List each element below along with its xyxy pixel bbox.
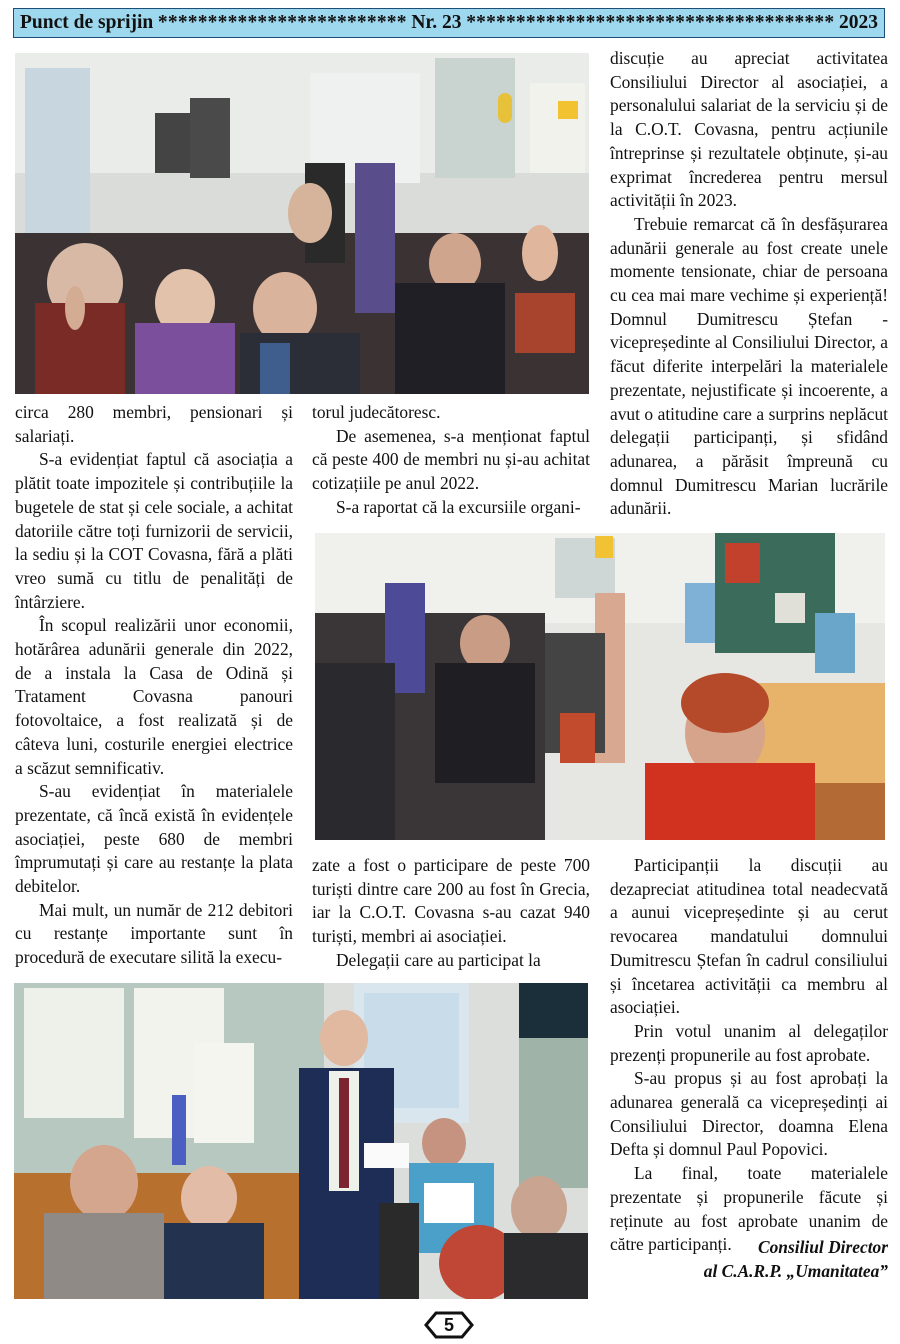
col3-paragraph-2: Trebuie remarcat că în desfășurarea adunării generale au fost create unele momente tensionate, chiar de persoana cu cea mai mare vechime și experiență! Domnul Dumitrescu Ștefan - vicepreședinte al Consiliului Director, a făcut diferite interpelări la materialele prezentate, nejustificate și incoerente, a avut o atitudine care a surprins neplăcut delegații participanți, și sfidând adunarea, a părăsit împreună cu domnul Dumitrescu Marian lucrările adunării. (610, 213, 888, 519)
col2-paragraph-4: zate a fost o participare de peste 700 turiști dintre care 200 au fost în Grecia, iar la C.O.T. Covasna s-au cazat 940 turiști, membri ai asociației. (312, 855, 590, 947)
col3-paragraph-3: Participanții la discuții au dezapreciat atitudinea total neadecvată a aunui vicepreședinte și au cerut revocarea mandatului domnului Dumitrescu Ștefan în cadrul consiliului și încetarea activității ca membru al asociației. (610, 855, 888, 1018)
col1-paragraph-1: circa 280 membri, pensionari și salariați. (15, 402, 293, 446)
col3-paragraph-6: La final, toate materialele prezentate și propunerile făcute și reținute au fost aprobate unanim de către participanți. (610, 1163, 888, 1255)
voting-women-image (315, 533, 885, 840)
col2-paragraph-2: De asemenea, s-a menționat faptul că peste 400 de membri nu și-au achitat cotizațiile pe anul 2022. (312, 425, 590, 494)
column-3-top (610, 47, 888, 521)
col3-paragraph-5: S-au propus și au fost aprobați la adunarea generală ca vicepreședinți ai Consiliului Director, doamna Elena Defta și domnul Paul Popovici. (610, 1068, 888, 1160)
signature-line-2: al C.A.R.P. „Umanitatea” (703, 1260, 888, 1281)
header-issue: Nr. 23 (411, 12, 462, 33)
voting-hall-image (15, 53, 589, 394)
column-3-bottom (610, 854, 888, 1257)
page-number-badge (424, 1311, 474, 1339)
col1-paragraph-4: S-au evidențiat în materialele prezentate, că încă există în evidențele asociației, peste 680 de membri împrumutați și care au restanțe la plata debitelor. (15, 781, 293, 897)
col1-paragraph-5: Mai mult, un număr de 212 debitori cu restanțe importante sunt în procedură de executare silită la execu- (15, 899, 293, 968)
col1-paragraph-2: S-a evidențiat faptul că asociația a plătit toate impozitele și contribuțiile la bugetele de stat și cele sociale, a achitat datoriile către toți furnizorii de servicii, la sediu și la COT Covasna, fără a plăti vreo sumă cu titlu de penalități de întârziere. (15, 449, 293, 612)
photo-voting-women (315, 533, 885, 840)
col2-paragraph-5: Delegații care au participat la (336, 949, 541, 970)
col3-paragraph-1: discuție au apreciat activitatea Consiliului Director al asociației, a personalului salariat de la serviciu și de la C.O.T. Covasna, pentru acțiunile întreprinse și rezultatele obținute, și-au exprimat încrederea pentru mersul activității în 2023. (610, 48, 888, 211)
column-1 (15, 401, 293, 970)
signature (704, 1236, 888, 1283)
page-header (13, 8, 885, 38)
signature-line-1: Consiliul Director (758, 1237, 888, 1257)
header-title: Punct de sprijin (20, 12, 154, 33)
photo-speaker-meeting (14, 983, 588, 1299)
page-number: 5 (443, 1314, 454, 1335)
col2-paragraph-1: torul judecătoresc. (312, 402, 441, 422)
column-2-bottom (312, 854, 590, 973)
col1-paragraph-3: În scopul realizării unor economii, hotărârea adunării generale din 2022, de a instala la Casa de Odină și Tratament Covasna panouri fotovoltaice, a fost realizată și de câteva luni, costurile energiei electrice a scăzut semnificativ. (15, 615, 293, 778)
header-stars-left: ************************* (157, 12, 407, 33)
header-stars-right: ************************************* (466, 12, 835, 33)
photo-voting-hall (15, 53, 589, 394)
column-2-top (312, 401, 590, 520)
col2-paragraph-3: S-a raportat că la excursiile organi- (336, 496, 581, 517)
speaker-meeting-image (14, 983, 588, 1299)
col3-paragraph-4: Prin votul unanim al delegaților prezenți propunerile au fost aprobate. (610, 1020, 888, 1065)
header-year: 2023 (839, 12, 878, 33)
